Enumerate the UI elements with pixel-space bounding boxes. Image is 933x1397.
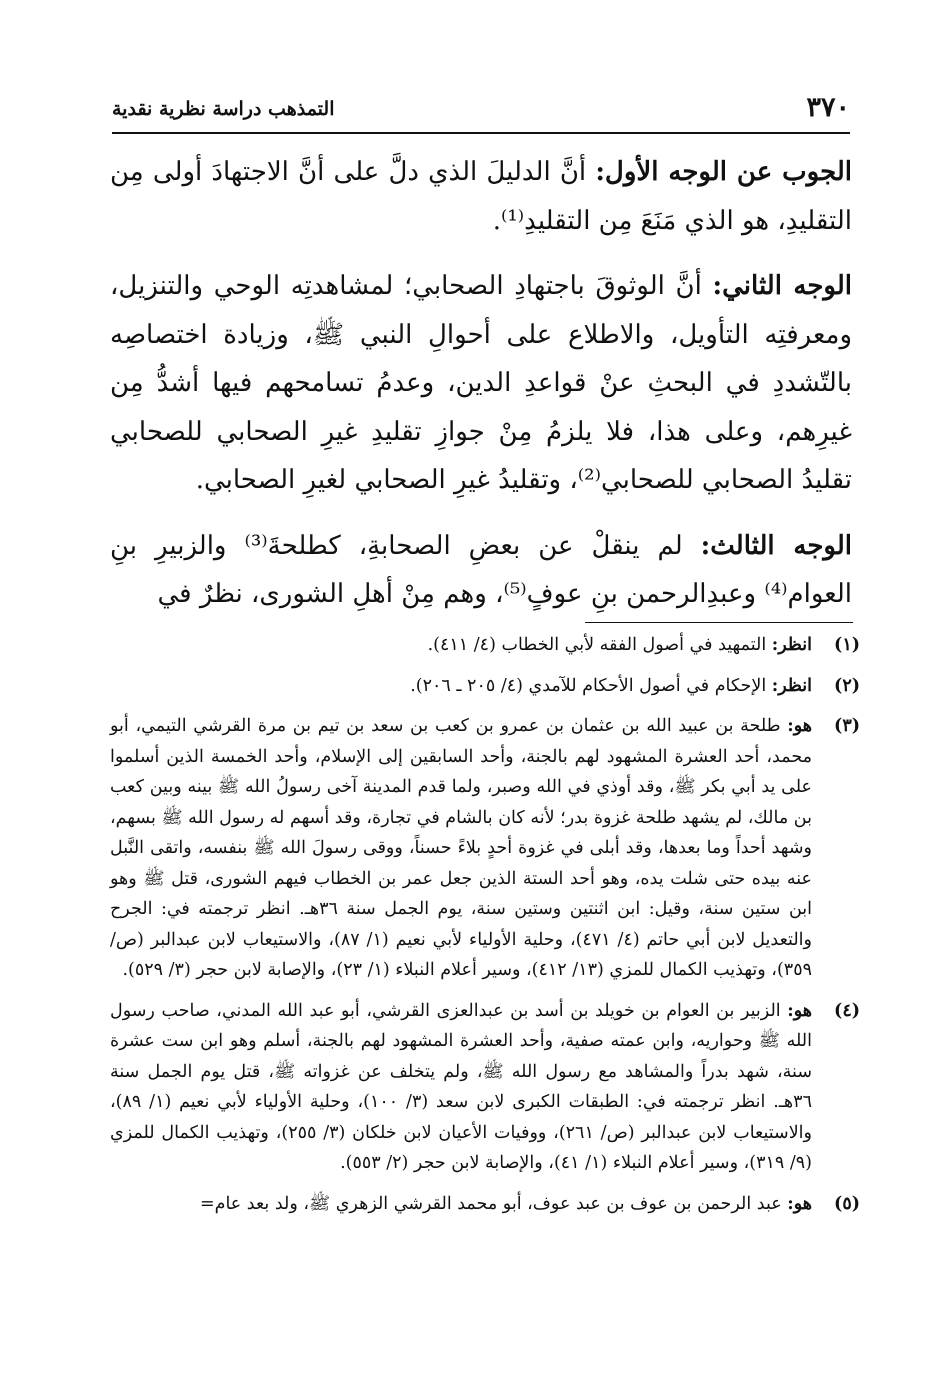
running-title: التمذهب دراسة نظرية نقدية xyxy=(112,98,335,120)
footnote-number: (١) xyxy=(834,635,860,655)
footnote-number: (٢) xyxy=(834,675,860,696)
paragraph-text: أنَّ الوثوقَ باجتهادِ الصحابي؛ لمشاهدتِه الوحي والتنزيل، ومعرفتِه التأويل، والاطلاع على أحوالِ النبي ﷺ، وزيادة اختصاصِه بالتّشددِ في البحثِ عنْ قواعدِ الدين، وعدمُ تسامحهم فيها أشدُّ مِن غيرِهم، وعلى هذا، فلا يلزمُ مِنْ جوازِ تقليدِ غيرِ الصحابي للصحابي تقليدُ الصحابي للصحابي⁽²⁾، وتقليدُ غيرِ الصحابي لغيرِ الصحابي. xyxy=(110,271,852,495)
footnote-text: الإحكام في أصول الأحكام للآمدي (٤/ ٢٠٥ ـ ٢٠٦). xyxy=(410,675,772,696)
footnote-lead: هو: xyxy=(787,1193,812,1214)
footnote-text: طلحة بن عبيد الله بن عثمان بن عمرو بن كعب بن سعد بن تيم بن مرة القرشي التيمي، أبو محمد، أحد العشرة المشهود لهم بالجنة، وأحد السابقين إلى الإسلام، وأحد الخمسة الذين أسلموا على يد أبي بكر ﷺ، وقد أوذي في الله وصبر، ولما قدم المدينة آخى رسولُ الله ﷺ بينه وبين كعب بن مالك، لم يشهد طلحة غزوة بدر؛ لأنه كان بالشام في تجارة، وقد أسهم له رسول الله ﷺ بسهم، وشهد أحداً وما بعدها، وقد أبلى في غزوة أحدٍ بلاءً حسناً، ووقى رسولَ الله ﷺ بنفسه، واتقى النَّبل عنه بيده حتى شلت يده، وهو أحد الستة الذين جعل عمر بن الخطاب فيهم الشورى، قتل ﷺ وهو ابن ستين سنة، وقيل: ابن اثنتين وستين سنة، يوم الجمل سنة ٣٦هـ. انظر ترجمته في: الجرح والتعديل لابن أبي حاتم (٤/ ٤٧١)، وحلية الأولياء لأبي نعيم (١/ ٨٧)، والاستيعاب لابن عبدالبر (ص/ ٣٥٩)، وتهذيب الكمال للمزي (١٣/ ٤١٢)، وسير أعلام النبلاء (١/ ٢٣)، والإصابة لابن حجر (٣/ ٥٢٩). xyxy=(110,716,812,980)
footnote-text: التمهيد في أصول الفقه لأبي الخطاب (٤/ ٤١١). xyxy=(427,635,772,655)
footnote-lead: انظر: xyxy=(771,635,812,655)
footnote-1 xyxy=(110,630,860,661)
footnote-2 xyxy=(110,671,860,702)
footnote-text: عبد الرحمن بن عوف بن عبد عوف، أبو محمد القرشي الزهري ﷺ، ولد بعد عام= xyxy=(199,1193,788,1214)
footnote-3 xyxy=(110,711,860,986)
footnote-text: الزبير بن العوام بن خويلد بن أسد بن عبدالعزى القرشي، أبو عبد الله المدني، صاحب رسول الله ﷺ وحواريه، وابن عمته صفية، وأحد العشرة المشهود لهم بالجنة، أسلم وهو ابن ست عشرة سنة، شهد بدراً والمشاهد مع رسول الله ﷺ، ولم يتخلف عن غزواته ﷺ، قتل يوم الجمل سنة ٣٦هـ. انظر ترجمته في: الطبقات الكبرى لابن سعد (٣/ ١٠٠)، وحلية الأولياء لأبي نعيم (١/ ٨٩)، والاستيعاب لابن عبدالبر (ص/ ٢٦١)، ووفيات الأعيان لابن خلكان (٣/ ٢٥٥)، وتهذيب الكمال للمزي (٩/ ٣١٩)، وسير أعلام النبلاء (١/ ٤١)، والإصابة لابن حجر (٢/ ٥٥٣). xyxy=(110,1000,812,1173)
footnote-number: (٤) xyxy=(834,1000,860,1021)
paragraph-text: لم ينقلْ عن بعضِ الصحابةِ، كطلحةَ⁽³⁾ والزبيرِ بنِ العوام⁽⁴⁾ وعبدِالرحمن بنِ عوفٍ⁽⁵⁾، وهم مِنْ أهلِ الشورى، نظرٌ في xyxy=(110,530,852,609)
footnote-lead: انظر: xyxy=(771,675,812,696)
footnote-4 xyxy=(110,996,860,1179)
footnote-lead: هو: xyxy=(787,716,812,736)
footnote-lead: هو: xyxy=(787,1000,812,1021)
paragraph-text: أنَّ الدليلَ الذي دلَّ على أنَّ الاجتهادَ أولى مِن التقليدِ، هو الذي مَنَعَ مِن التقليدِ⁽¹⁾. xyxy=(110,157,852,236)
footnote-number: (٣) xyxy=(834,716,860,736)
paragraph-heading: الوجه الثالث: xyxy=(700,530,852,561)
footnote-divider xyxy=(585,622,853,623)
footnote-5 xyxy=(110,1189,860,1220)
footnote-number: (٥) xyxy=(834,1193,860,1214)
page-number: ٣٧٠ xyxy=(806,92,850,123)
footnotes xyxy=(110,630,860,1229)
page-header xyxy=(112,92,850,134)
paragraph-second-aspect xyxy=(110,262,852,505)
main-text xyxy=(110,148,852,636)
paragraph-first-answer xyxy=(110,148,852,245)
paragraph-heading: الوجه الثاني: xyxy=(712,271,852,301)
paragraph-third-aspect xyxy=(110,522,852,619)
paragraph-heading: الجوب عن الوجه الأول: xyxy=(595,157,853,187)
